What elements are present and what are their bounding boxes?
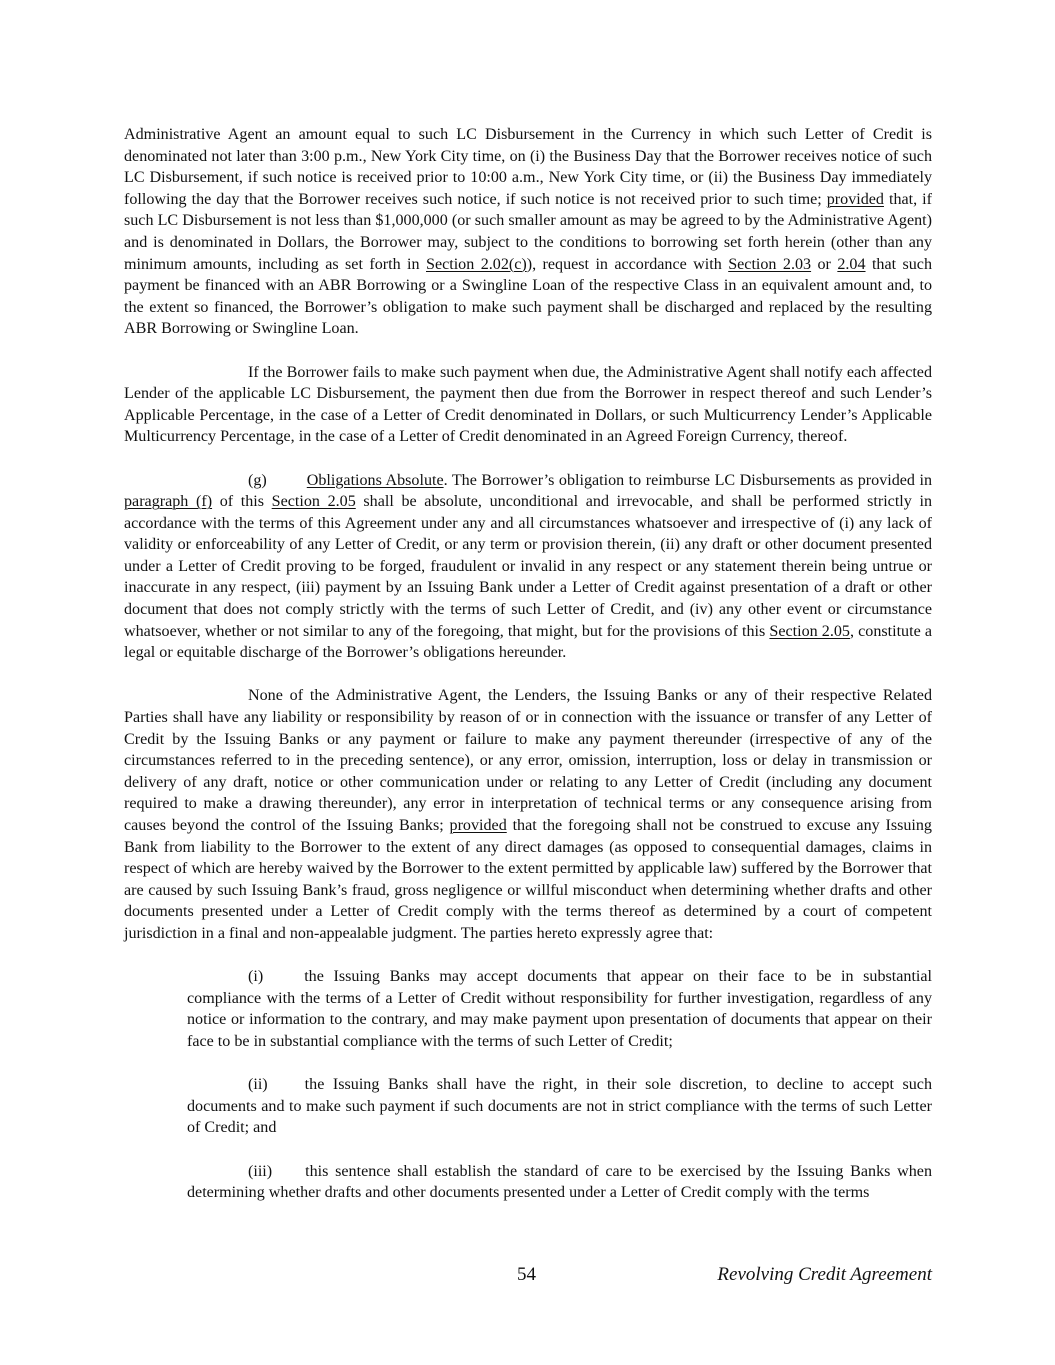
sub-item-label: (iii) (248, 1162, 273, 1180)
cross-reference-link[interactable]: Section 2.02(c) (426, 255, 527, 273)
text-run: or (811, 255, 838, 273)
text-run: that, if such LC Disbursement is not less than $1,000,000 (or such smaller amount as may be agreed to by the Administrative Agent) and is denominated in Dollars, the Borrower may, subject to the conditions to borrowing set forth herein (other than any minimum amounts, including as set forth in (124, 190, 932, 273)
paragraph-borrower-failure (124, 362, 932, 448)
cross-reference-link[interactable]: Section 2.03 (728, 255, 812, 273)
text-run: that the foregoing shall not be construed to excuse any Issuing Bank from liability to the Borrower to the extent of any direct damages (as opposed to consequential damages, claims in respect of which are hereby waived by the Borrower to the extent permitted by applicable law) suffered by the Borrower that are caused by such Issuing Bank’s fraud, gross negligence or willful misconduct when determining whether drafts and other documents presented under a Letter of Credit comply with the terms thereof as determined by a court of competent jurisdiction in a final and non-appealable judgment. The parties hereto expressly agree that: (124, 817, 932, 942)
text-run: None of the Administrative Agent, the Lenders, the Issuing Banks or any of their respective Related Parties shall have any liability or responsibility by reason of or in connection with the issuance or transfer of any Letter of Credit by the Issuing Banks or any payment or failure to make any payment thereunder (irrespective of any of the circumstances referred to in the preceding sentence), or any error, omission, interruption, loss or delay in transmission or delivery of any draft, notice or other communication under or relating to any Letter of Credit (including any document required to make a drawing thereunder), any error in interpretation of technical terms or any consequence arising from causes beyond the control of the Issuing Banks; (124, 687, 932, 834)
text-run: Administrative Agent an amount equal to such LC Disbursement in the Currency in which such Letter of Credit is denominated not later than 3:00 p.m., New York City time, on (i) the Business Day that the Borrower receives notice of such LC Disbursement, if such notice is received prior to 10:00 a.m., New York City time, or (ii) the Business Day immediately following the day that the Borrower receives such notice, if such notice is not received prior to such time; (124, 126, 932, 208)
sub-item-ii (187, 1074, 932, 1139)
document-title: Revolving Credit Agreement (717, 1264, 932, 1285)
underlined-term: provided (449, 817, 507, 834)
page-footer (0, 1264, 1055, 1288)
cross-reference-link[interactable]: paragraph (f) (124, 493, 213, 511)
text-run: ), request in accordance with (526, 255, 729, 273)
paragraph-lc-disbursement-payment (124, 124, 932, 340)
cross-reference-link[interactable]: Section 2.05 (769, 622, 850, 640)
sub-item-text: the Issuing Banks shall have the right, in their sole discretion, to decline to accept such documents and to make such payment if such documents are not in strict compliance with the terms of such Letter of Credit; and (187, 1076, 932, 1137)
sub-item-text: the Issuing Banks may accept documents that appear on their face to be in substantial compliance with the terms of a Letter of Credit without responsibility for further investigation, regardless of any notice or information to the contrary, and may make payment upon presentation of documents that appear on their face to be in substantial compliance with the terms of such Letter of Credit; (187, 968, 932, 1050)
text-run: that such payment be financed with an ABR Borrowing or a Swingline Loan of the respective Class in an equivalent amount and, to the extent so financed, the Borrower’s obligation to make such payment shall be discharged and replaced by the resulting ABR Borrowing or Swingline Loan. (124, 255, 932, 338)
cross-reference-link[interactable]: 2.04 (837, 255, 866, 273)
text-run: of this (212, 493, 272, 511)
underlined-term: Obligations Absolute (306, 471, 444, 489)
underlined-term: provided (826, 190, 884, 208)
sub-item-text: this sentence shall establish the standard of care to be exercised by the Issuing Banks when determining whether drafts and other documents presented under a Letter of Credit comply with the terms (187, 1162, 932, 1202)
sub-item-label: (i) (248, 968, 264, 986)
document-page (124, 124, 932, 1204)
paragraph-obligations-absolute (124, 470, 932, 664)
text-run: , constitute a legal or equitable discharge of the Borrower’s obligations hereunder. (124, 622, 932, 662)
text-run: . The Borrower’s obligation to reimburse LC Disbursements as provided in (443, 471, 932, 489)
page-number: 54 (517, 1264, 536, 1285)
section-label-g: (g) (248, 471, 267, 489)
sub-item-label: (ii) (248, 1076, 268, 1094)
paragraph-g-body (124, 472, 932, 662)
text-run: shall be absolute, unconditional and irrevocable, and shall be performed strictly in accordance with the terms of this Agreement under any and all circumstances whatsoever and irrespective of (i) any lack of validity or enforceability of any Letter of Credit, or any term or provision therein, (ii) any draft or other document presented under a Letter of Credit proving to be forged, fraudulent or invalid in any respect or any statement therein being untrue or inaccurate in any respect, (iii) payment by an Issuing Bank under a Letter of Credit against presentation of a draft or other document that does not comply strictly with the terms of such Letter of Credit, and (iv) any other event or circumstance whatsoever, whether or not similar to any of the foregoing, that might, but for the provisions of this (124, 493, 932, 640)
cross-reference-link[interactable]: Section 2.05 (271, 493, 356, 511)
sub-item-i (187, 966, 932, 1052)
text-run: If the Borrower fails to make such payment when due, the Administrative Agent shall notify each affected Lender of the applicable LC Disbursement, the payment then due from the Borrower in respect thereof and such Lender’s Applicable Percentage, in the case of a Letter of Credit denominated in Dollars, or such Multicurrency Lender’s Applicable Multicurrency Percentage, in the case of a Letter of Credit denominated in an Agreed Foreign Currency, thereof. (124, 363, 932, 446)
sub-item-iii (187, 1161, 932, 1204)
paragraph-no-liability (124, 685, 932, 944)
